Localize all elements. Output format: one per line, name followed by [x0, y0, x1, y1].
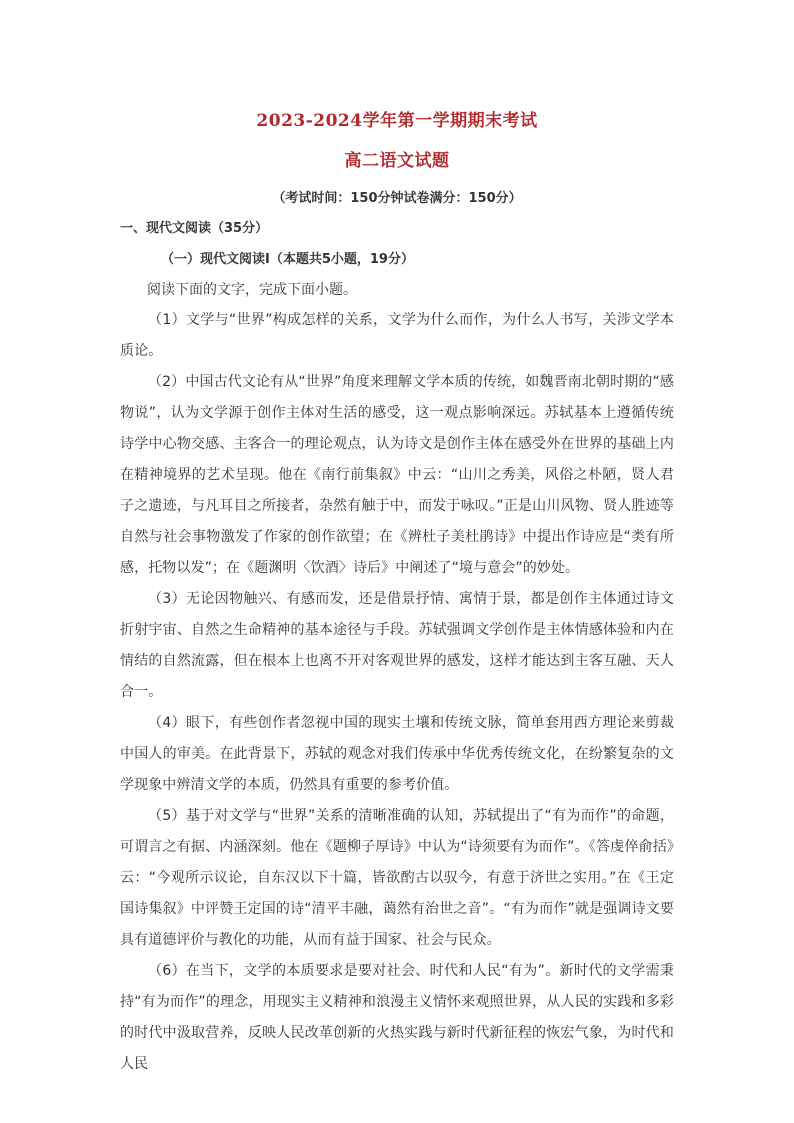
exam-subtitle: 高二语文试题 [344, 151, 450, 171]
passage-paragraph-2: （2）中国古代文论有从“世界”角度来理解文学本质的传统，如魏晋南北朝时期的“感物说”，认为文学源于创作主体对生活的感受，这一观点影响深远。苏轼基本上遵循传统诗学中心物交感、主客合一的理论观点，认为诗文是创作主体在感受外在世界的基础上内在精神境界的艺术呈现。他在《南行前集叙》中云：“山川之秀美，风俗之朴陋，贤人君子之遗迹，与凡耳目之所接者，杂然有触于中，而发于咏叹。”正是山川风物、贤人胜迹等自然与社会事物激发了作家的创作欲望；在《辨杜子美杜鹃诗》中提出作诗应是“类有所感，托物以发”；在《题渊明〈饮酒〉诗后》中阐述了“境与意会”的妙处。 [120, 374, 674, 576]
passage-paragraph-3: （3）无论因物触兴、有感而发，还是借景抒情、寓情于景，都是创作主体通过诗文折射宇宙、自然之生命精神的基本途径与手段。苏轼强调文学创作是主体情感体验和内在情结的自然流露，但在根本上也离不开对客观世界的感发，这样才能达到主客互融、天人合一。 [120, 591, 674, 700]
exam-title: 2023-2024学年第一学期期末考试 [256, 111, 538, 131]
passage-body [120, 305, 674, 1080]
passage-paragraph-1: （1）文学与“世界”构成怎样的关系，文学为什么而作，为什么人书写，关涉文学本质论。 [120, 312, 674, 359]
reading-instruction: 阅读下面的文字，完成下面小题。 [147, 282, 357, 298]
sub-section-heading: （一）现代文阅读Ⅰ（本题共5小题，19分） [161, 252, 414, 267]
exam-info: （考试时间：150分钟试卷满分：150分） [272, 191, 522, 206]
passage-paragraph-5: （5）基于对文学与“世界”关系的清晰准确的认知，苏轼提出了“有为而作”的命题，可谓言之有据、内涵深刻。他在《题柳子厚诗》中认为“诗须要有为而作”。《答虔倅俞括》云：“今观所示议论，自东汉以下十篇，皆欲酌古以驭今，有意于济世之实用。”在《王定国诗集叙》中评赞王定国的诗“清平丰融，蔼然有治世之音”。“有为而作”就是强调诗文要具有道德评价与教化的功能，从而有益于国家、社会与民众。 [120, 808, 674, 948]
section-heading: 一、现代文阅读（35分） [120, 221, 269, 236]
passage-paragraph-4: （4）眼下，有些创作者忽视中国的现实土壤和传统文脉，简单套用西方理论来剪裁中国人的审美。在此背景下，苏轼的观念对我们传承中华优秀传统文化，在纷繁复杂的文学现象中辨清文学的本质，仍然具有重要的参考价值。 [120, 715, 674, 793]
passage-paragraph-6: （6）在当下，文学的本质要求是要对社会、时代和人民“有为”。新时代的文学需秉持“有为而作”的理念，用现实主义精神和浪漫主义情怀来观照世界，从人民的实践和多彩的时代中汲取营养，反映人民改革创新的火热实践与新时代新征程的恢宏气象，为时代和人民 [120, 963, 674, 1072]
